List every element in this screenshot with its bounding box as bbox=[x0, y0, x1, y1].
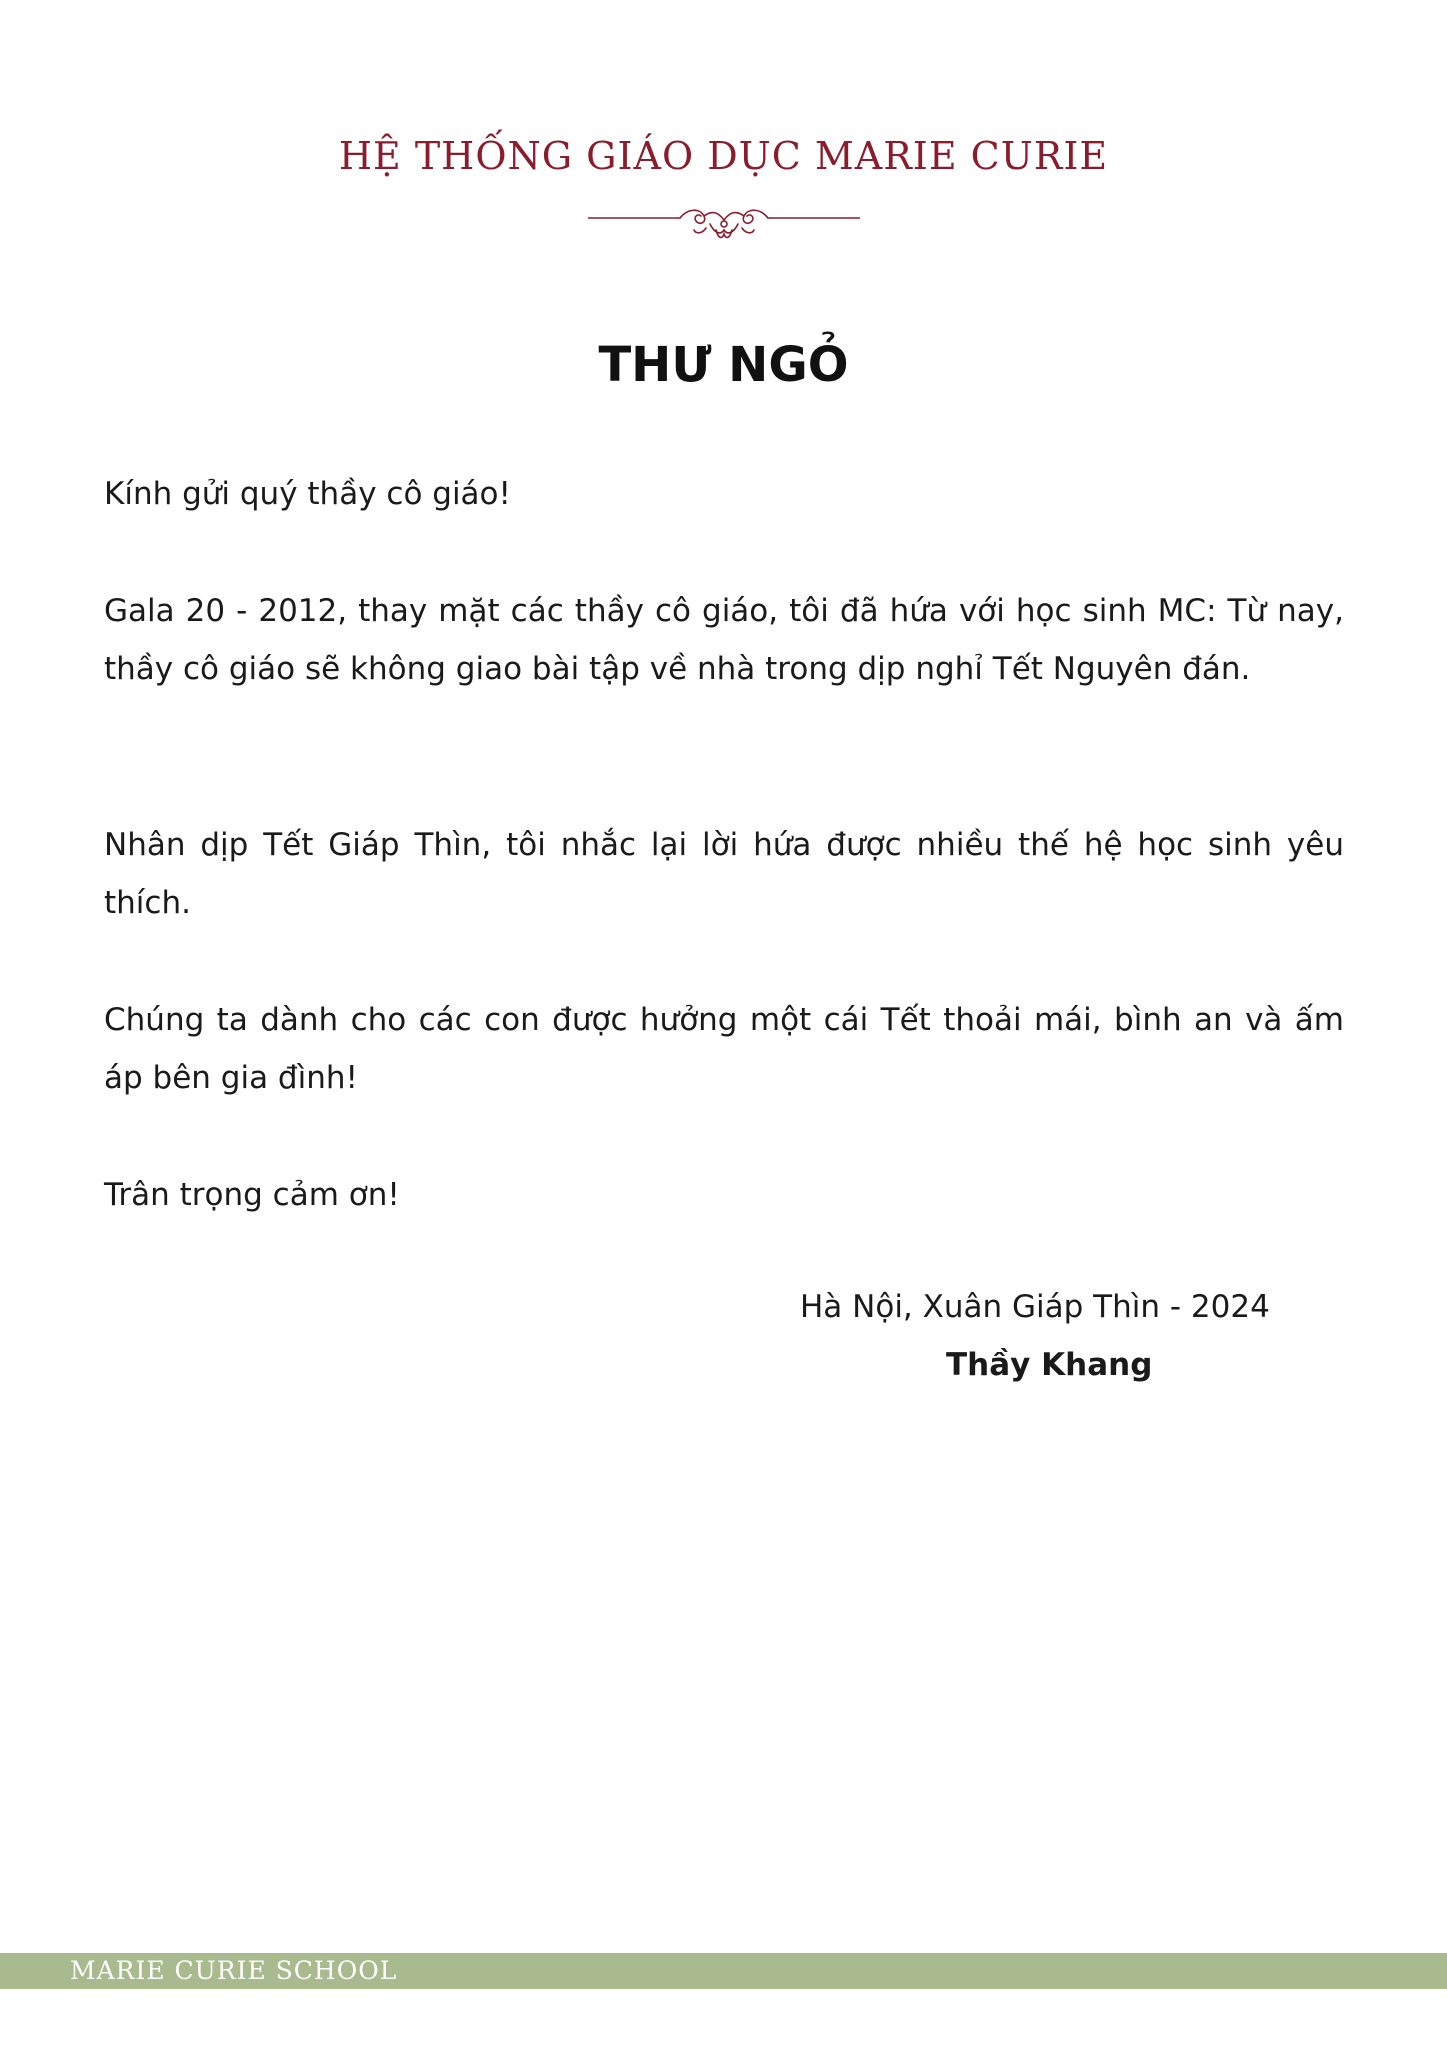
footer-bar bbox=[0, 1953, 1447, 1989]
signature-name: Thầy Khang bbox=[946, 1347, 1153, 1383]
letter-closing: Trân trọng cảm ơn! bbox=[104, 1177, 400, 1213]
letter-paragraph: Gala 20 - 2012, thay mặt các thầy cô giáo, tôi đã hứa với học sinh MC: Từ nay, thầy cô giáo sẽ không giao bài tập về nhà trong dịp nghỉ Tết Nguyên đán. bbox=[104, 593, 1344, 687]
letter-paragraph: Chúng ta dành cho các con được hưởng một cái Tết thoải mái, bình an và ấm áp bên gia đình! bbox=[104, 1002, 1344, 1096]
scroll-flourish-icon bbox=[588, 200, 860, 250]
letter-greeting: Kính gửi quý thầy cô giáo! bbox=[104, 476, 511, 512]
place-date: Hà Nội, Xuân Giáp Thìn - 2024 bbox=[800, 1289, 1270, 1325]
letter-paragraph: Nhân dịp Tết Giáp Thìn, tôi nhắc lại lời hứa được nhiều thế hệ học sinh yêu thích. bbox=[104, 827, 1344, 921]
organization-header: HỆ THỐNG GIÁO DỤC MARIE CURIE bbox=[338, 134, 1109, 178]
letter-title: THƯ NGỎ bbox=[598, 337, 849, 393]
footer-school-name: MARIE CURIE SCHOOL bbox=[70, 1956, 398, 1985]
